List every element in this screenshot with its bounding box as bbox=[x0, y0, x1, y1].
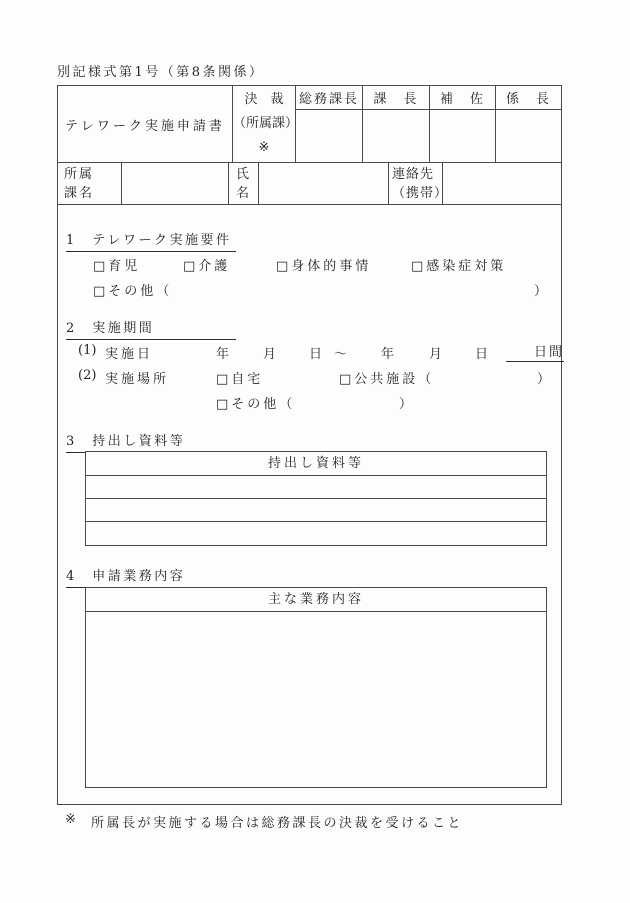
checkbox-nursing[interactable]: □介護 bbox=[183, 259, 231, 274]
implementation-place-label: 実施場所 bbox=[105, 372, 170, 387]
checkbox-other-requirement[interactable]: □その他（ bbox=[93, 284, 173, 299]
month1-label: 月 bbox=[263, 347, 277, 362]
approver-header-somu-kacho: 総務課長 bbox=[295, 86, 362, 109]
department-input[interactable] bbox=[121, 163, 228, 204]
materials-row-3[interactable] bbox=[86, 522, 546, 545]
contact-input[interactable] bbox=[442, 163, 561, 204]
year1-label: 年 bbox=[216, 347, 230, 362]
approval-sublabel: （所属課） bbox=[233, 116, 299, 131]
name-label: 氏 名 bbox=[228, 163, 258, 204]
section4-heading: 4 申請業務内容 bbox=[66, 565, 236, 588]
form-body bbox=[57, 204, 562, 805]
approver-header-hosa: 補 佐 bbox=[429, 86, 495, 109]
section3-heading: 3 持出し資料等 bbox=[66, 430, 236, 453]
other-requirement-close-paren: ） bbox=[534, 284, 548, 299]
year2-label: 年 bbox=[381, 347, 395, 362]
work-content-input[interactable] bbox=[86, 612, 546, 787]
approver-header-kacho: 課 長 bbox=[362, 86, 429, 109]
applicant-info-row bbox=[57, 162, 562, 205]
seal-cell-somu-kacho[interactable] bbox=[295, 109, 362, 162]
form-title: テレワーク実施申請書 bbox=[65, 118, 225, 134]
contact-label: 連絡先 （携帯） bbox=[388, 163, 442, 204]
checkbox-other-place[interactable]: □その他（ bbox=[216, 397, 296, 412]
other-place-close-paren: ） bbox=[399, 397, 413, 412]
checkbox-childcare[interactable]: □育児 bbox=[93, 259, 141, 274]
checkbox-home[interactable]: □自宅 bbox=[216, 372, 264, 387]
materials-row-1[interactable] bbox=[86, 476, 546, 499]
seal-cell-kakaricho[interactable] bbox=[495, 109, 561, 162]
checkbox-public-facility[interactable]: □公共施設（ bbox=[339, 372, 435, 387]
public-facility-close-paren: ） bbox=[537, 372, 551, 387]
date-range-tilde: ～ bbox=[334, 347, 348, 362]
footnote-mark: ※ bbox=[65, 812, 78, 827]
name-input[interactable] bbox=[258, 163, 388, 204]
approver-header-kakaricho: 係 長 bbox=[495, 86, 561, 109]
form-number: 別記様式第1号（第8条関係） bbox=[57, 65, 265, 80]
day2-label: 日 bbox=[475, 347, 489, 362]
day1-label: 日 bbox=[309, 347, 323, 362]
materials-table bbox=[85, 451, 547, 546]
approval-asterisk: ※ bbox=[258, 140, 270, 155]
department-label: 所属 課名 bbox=[64, 166, 95, 201]
implementation-date-label: 実施日 bbox=[105, 347, 154, 362]
footnote-text: 所属長が実施する場合は総務課長の決裁を受けること bbox=[91, 816, 464, 831]
item1-number: (1) bbox=[78, 343, 97, 358]
approval-label: 決 裁 bbox=[244, 92, 284, 107]
month2-label: 月 bbox=[429, 347, 443, 362]
checkbox-infection[interactable]: □感染症対策 bbox=[411, 259, 507, 274]
materials-table-header: 持出し資料等 bbox=[86, 452, 546, 476]
total-days-input[interactable]: 日間 bbox=[506, 341, 564, 362]
item2-number: (2) bbox=[78, 368, 97, 383]
section1-heading: 1 テレワーク実施要件 bbox=[66, 229, 236, 252]
section2-heading: 2 実施期間 bbox=[66, 317, 236, 340]
seal-cell-kacho[interactable] bbox=[362, 109, 429, 162]
materials-row-2[interactable] bbox=[86, 499, 546, 522]
approval-label-cell bbox=[232, 86, 299, 162]
approval-header-table bbox=[57, 85, 562, 163]
work-content-table bbox=[85, 587, 547, 788]
checkbox-physical[interactable]: □身体的事情 bbox=[276, 259, 372, 274]
work-content-table-header: 主な業務内容 bbox=[86, 588, 546, 612]
seal-cell-hosa[interactable] bbox=[429, 109, 495, 162]
